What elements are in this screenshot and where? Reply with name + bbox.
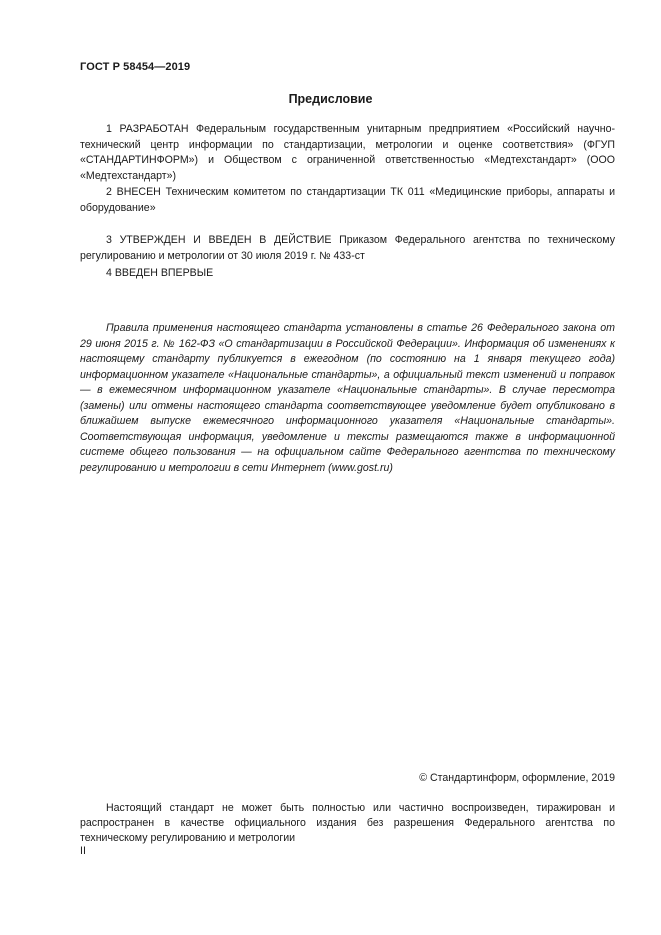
item-label: 4 ВВЕДЕН ВПЕРВЫЕ bbox=[106, 267, 214, 279]
copyright-line: © Стандартинформ, оформление, 2019 bbox=[419, 772, 615, 784]
foreword-item-approved bbox=[80, 233, 615, 264]
item-label: 2 ВНЕСЕН bbox=[106, 186, 161, 198]
item-text: Техническим комитетом по стандартизации ТК 011 «Медицинские приборы, аппараты и оборудование» bbox=[80, 186, 616, 214]
rights-notice: Настоящий стандарт не может быть полностью или частично воспроизведен, тиражирован и распространен в качестве официального издания без разрешения Федерального агентства по техническому регулированию и метрологии bbox=[80, 802, 615, 844]
item-label: 3 УТВЕРЖДЕН И ВВЕДЕН В ДЕЙСТВИЕ bbox=[106, 234, 332, 246]
page-number: II bbox=[80, 845, 86, 857]
foreword-item-first-introduced bbox=[80, 266, 615, 282]
item-label: 1 РАЗРАБОТАН bbox=[106, 123, 189, 135]
item-text: Федеральным государственным унитарным предприятием «Российский научно-технический центр информации по стандартизации, метрологии и оценке соответствия» (ФГУП «СТАНДАРТИНФОРМ») и Обществом с ограниченной ответственностью «Медтехстандарт» (ООО «Медтехстандарт») bbox=[80, 123, 615, 182]
application-notice: Правила применения настоящего стандарта установлены в статье 26 Федерального закона от 29 июня 2015 г. № 162-ФЗ «О стандартизации в Российской Федерации». Информация об изменениях к настоящему стандарту публикуется в ежегодном (по состоянию на 1 января текущего года) информационном указателе «Национальные стандарты», а официальный текст изменений и поправок — в ежемесячном информационном указателе «Национальные стандарты». В случае пересмотра (замены) или отмены настоящего стандарта соответствующее уведомление будет опубликовано в ближайшем выпуске ежемесячного информационного указателя «Национальные стандарты». Соответствующая информация, уведомление и тексты размещаются также в информационной системе общего пользования — на официальном сайте Федерального агентства по техническому регулированию и метрологии в сети Интернет (www.gost.ru) bbox=[80, 322, 615, 474]
item-text: Приказом Федерального агентства по техническому регулированию и метрологии от 30 июля 2019 г. № 433-ст bbox=[80, 234, 615, 262]
standard-code: ГОСТ Р 58454—2019 bbox=[80, 61, 191, 73]
page-title: Предисловие bbox=[288, 92, 373, 106]
foreword-item-developed bbox=[80, 122, 615, 184]
foreword-item-introduced bbox=[80, 185, 615, 216]
